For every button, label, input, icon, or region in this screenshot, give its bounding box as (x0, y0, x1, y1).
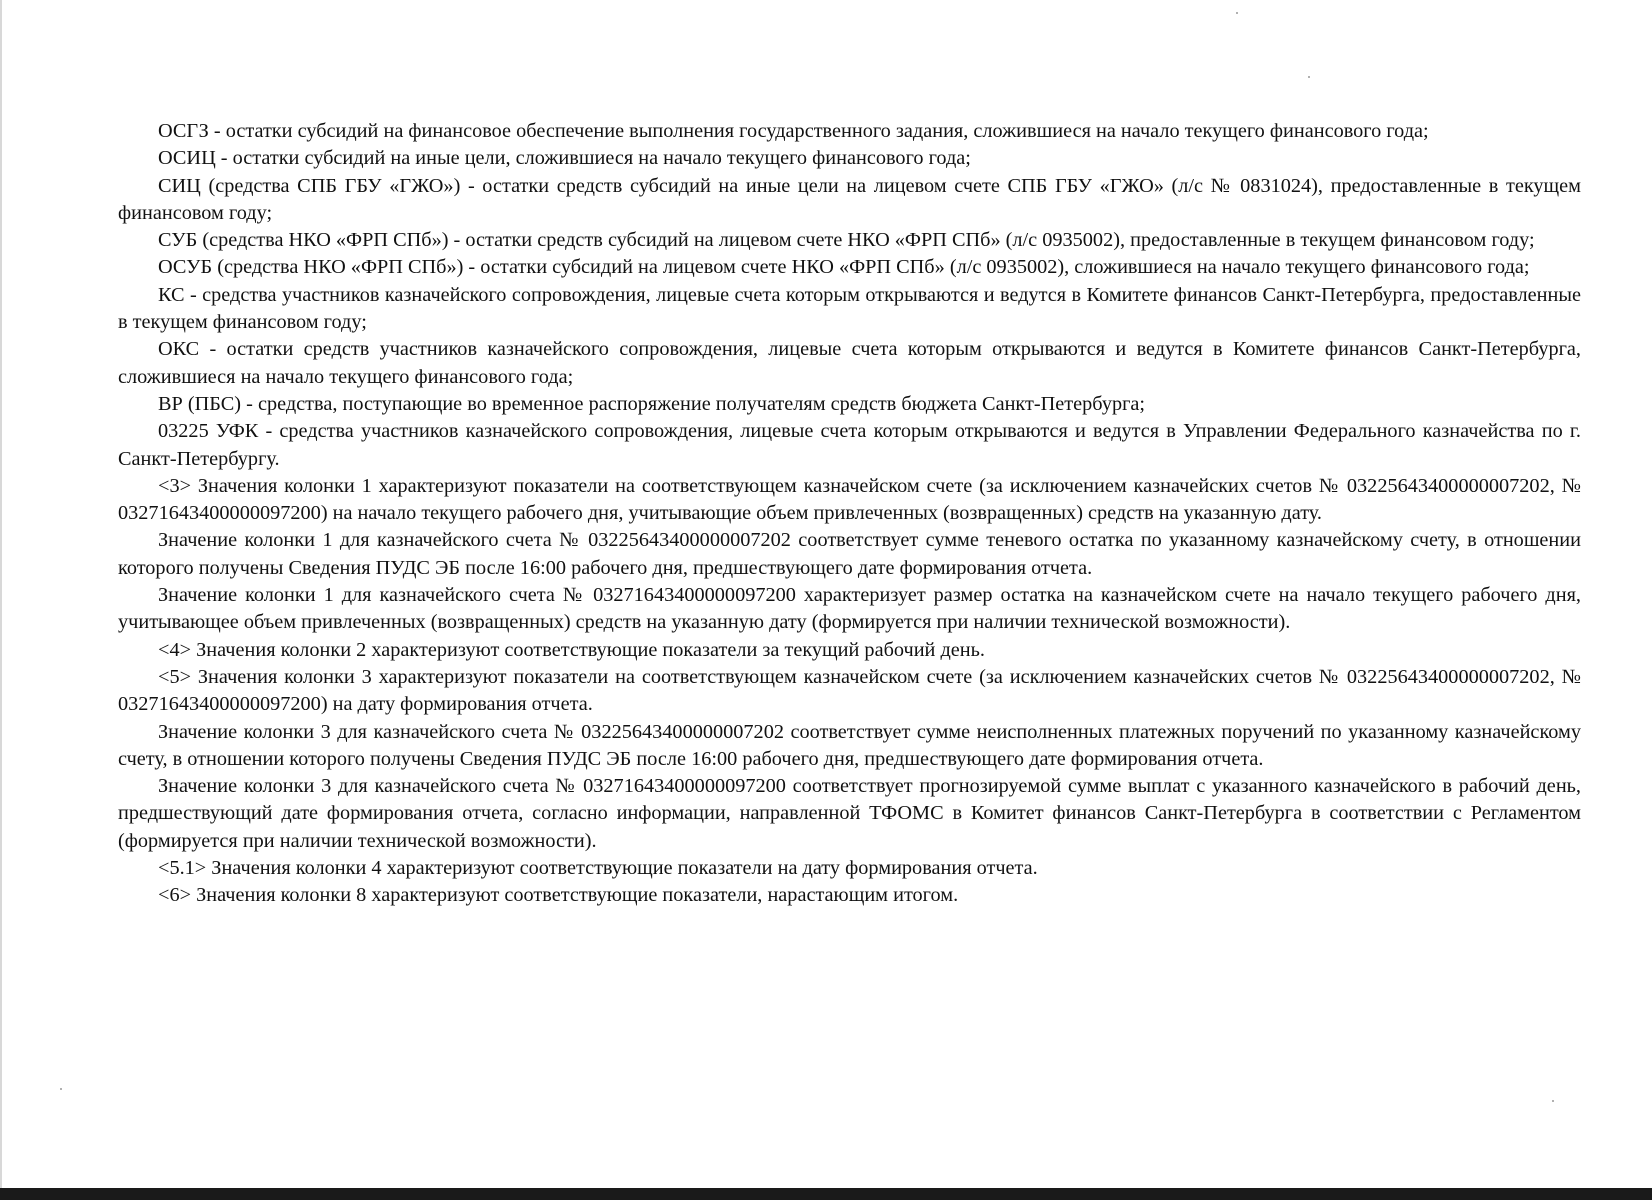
footnote-3-account-97200: Значение колонки 1 для казначейского счета № 03271643400000097200 характеризует размер остатка на казначейском счете на начало текущего рабочего дня, учитывающее объем привлеченных (возвращенных) средств на указанную дату (формируется при наличии технической возможности). (118, 584, 1581, 634)
scan-speck (60, 1088, 62, 1090)
paragraph-osgz: ОСГЗ - остатки субсидий на финансовое обеспечение выполнения государственного задания, сложившиеся на начало текущего финансового года; (158, 120, 1429, 142)
scan-left-edge (0, 0, 2, 1200)
paragraph-03225-ufk: 03225 УФК - средства участников казначейского сопровождения, лицевые счета которым открываются и ведутся в Управлении Федерального казначейства по г. Санкт-Петербургу. (118, 420, 1581, 470)
paragraph-ks: КС - средства участников казначейского сопровождения, лицевые счета которым открываются и ведутся в Комитете финансов Санкт-Петербурга, предоставленные в текущем финансовом году; (118, 283, 1581, 334)
footnote-5: <5> Значения колонки 3 характеризуют показатели на соответствующем казначейском счете (за исключением казначейских счетов № 03225643400000007202, № 03271643400000097200) на дату формирования отчета. (118, 665, 1581, 716)
footnote-4: <4> Значения колонки 2 характеризуют соответствующие показатели за текущий рабочий день. (158, 638, 985, 661)
scan-speck (1236, 12, 1238, 14)
paragraph-osits: ОСИЦ - остатки субсидий на иные цели, сложившиеся на начало текущего финансового года; (158, 147, 971, 170)
footnote-3: <3> Значения колонки 1 характеризуют показатели на соответствующем казначейском счете (за исключением казначейских счетов № 03225643400000007202, № 03271643400000097200) на начало текущего рабочего дня, учитывающие объем привлеченных (возвращенных) средств на указанную дату. (118, 474, 1581, 525)
paragraph-vr-pbs: ВР (ПБС) - средства, поступающие во временное распоряжение получателям средств бюджета Санкт-Петербурга; (158, 392, 1146, 415)
paragraph-osub: ОСУБ (средства НКО «ФРП СПб») - остатки субсидий на лицевом счете НКО «ФРП СПб» (л/с 0935002), сложившиеся на начало текущего финансового года; (158, 256, 1530, 279)
paragraph-sub: СУБ (средства НКО «ФРП СПб») - остатки средств субсидий на лицевом счете НКО «ФРП СПб» (л/с 0935002), предоставленные в текущем финансовом году; (158, 229, 1535, 252)
footnote-5-account-97200: Значение колонки 3 для казначейского счета № 03271643400000097200 соответствует прогнозируемой сумме выплат с указанного казначейского в рабочий день, предшествующий дате формирования отчета, согласно информации, направленной ТФОМС в Комитет финансов Санкт-Петербурга в соответствии с Регламентом (формируется при наличии технической возможности). (118, 775, 1581, 852)
scan-speck (1308, 76, 1310, 78)
scan-bottom-edge (0, 1188, 1652, 1200)
footnote-5-account-7202: Значение колонки 3 для казначейского счета № 03225643400000007202 соответствует сумме неисполненных платежных поручений по указанному казначейскому счету, в отношении которого получены Сведения ПУДС ЭБ после 16:00 рабочего дня, предшествующего дате формирования отчета. (118, 720, 1581, 770)
paragraph-sits: СИЦ (средства СПБ ГБУ «ГЖО») - остатки средств субсидий на иные цели на лицевом счете СПБ ГБУ «ГЖО» (л/с № 0831024), предоставленные в текущем финансовом году; (118, 174, 1581, 224)
document-body (118, 118, 1581, 910)
footnote-6: <6> Значения колонки 8 характеризуют соответствующие показатели, нарастающим итогом. (158, 884, 959, 907)
scan-speck (1552, 1100, 1554, 1102)
footnote-3-account-7202: Значение колонки 1 для казначейского счета № 03225643400000007202 соответствует сумме теневого остатка по указанному казначейскому счету, в отношении которого получены Сведения ПУДС ЭБ после 16:00 рабочего дня, предшествующего дате формирования отчета. (118, 529, 1581, 579)
footnote-5-1: <5.1> Значения колонки 4 характеризуют соответствующие показатели на дату формирования отчета. (158, 857, 1038, 880)
paragraph-oks: ОКС - остатки средств участников казначейского сопровождения, лицевые счета которым открываются и ведутся в Комитете финансов Санкт-Петербурга, сложившиеся на начало текущего финансового года; (118, 338, 1581, 388)
